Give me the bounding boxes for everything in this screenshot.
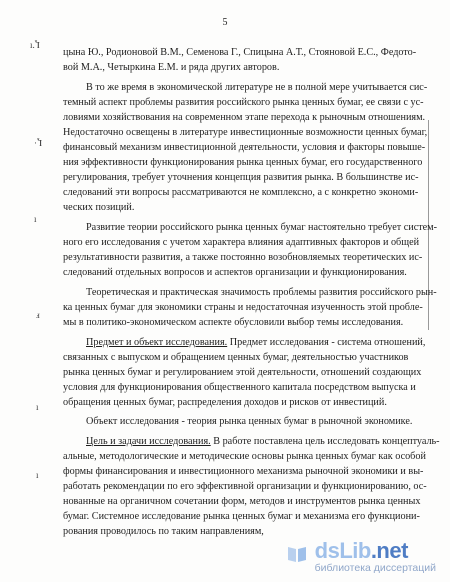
text-line: рования проводилось по таким направлениям, [63,526,264,537]
margin-mark: ı [36,470,39,480]
margin-mark: ı.Ⴈ [30,40,40,50]
text-line: ловиями хозяйствования на современном этапе перехода к рыночным отношениям. [63,112,426,123]
watermark-subtitle: библиотека диссертаций [314,562,436,574]
text-line: темный аспект проблемы развития российского рынка ценных бумаг, ее связи с ус- [63,97,424,108]
text-line: Развитие теории российского рынка ценных бумаг настоятельно требует систем- [86,222,438,233]
text-line: альные, методологические и методические основы рынка ценных бумаг как особой [63,451,426,462]
text-line: рынка ценных бумаг и регулированием этой деятельности, отношений создающих [63,367,422,378]
text-line: Объект исследования - теория рынка ценных бумаг в рыночной экономике. [86,416,413,427]
text-line: следований отдельных вопросов и аспектов организации и функционирования. [63,267,407,278]
book-icon [285,542,309,566]
text-line: мы в политико-экономическом аспекте обусловили выбор темы исследования. [63,317,404,328]
text-line: следований эти вопросы рассматриваются не комплексно, а с конкретно экономи- [63,187,419,198]
text-line: Теоретическая и практическая значимость проблемы развития российского рын- [86,287,437,298]
text-line: В то же время в экономической литературе не в полной мере учитывается сис- [86,82,428,93]
text-line: связанных с выпуском и обращением ценных бумаг, деятельностью участников [63,352,409,363]
text-line: ного его исследования с учетом характера влияния адаптивных факторов и общей [63,237,420,248]
text-line: ка ценных бумаг для экономики страны и недостаточная изученность этой пробле- [63,302,423,313]
dslib-watermark[interactable] [315,540,436,574]
text-line: работать рекомендации по его эффективной организации и функционированию, ос- [63,481,427,492]
margin-mark: ı [36,402,39,412]
text-line: финансовый механизм инвестиционной деятельности, условия и факторы повыше- [63,142,426,153]
text-line: Предмет и объект исследования. Предмет исследования - система отношений, [86,337,426,348]
margin-mark: ·Ⴈ [34,138,43,148]
section-heading-subject: Предмет и объект исследования. [86,337,228,348]
text-line: цына Ю., Родионовой В.М., Семенова Г., Спицына А.Т., Стояновой Е.С., Федото- [63,47,417,58]
margin-mark: ⅎ [36,310,40,320]
margin-mark: ı [34,214,37,224]
text-line: ческих позиций. [63,202,135,213]
text-line: Недостаточно освещены в литературе инвестиционные возможности ценных бумаг, [63,127,428,138]
text-line: формы финансирования и инвестиционного механизма рыночной экономики и вы- [63,466,424,477]
text-line: Цель и задачи исследования. В работе поставлена цель исследовать концептуаль- [86,436,440,447]
text-line: результативности развития, а также постоянно возобновляемых теоретических ис- [63,252,423,263]
text-line: ния эффективности функционирования рынка ценных бумаг, его государственного [63,157,423,168]
text-line: условия для функционирования общественного капитала посредством выпуска и [63,382,416,393]
page-number: 5 [222,17,228,28]
text-line: вой М.А., Четыркина Е.М. и ряда других авторов. [63,62,280,73]
watermark-logo: dsLib.net [314,538,408,563]
text-line: регулирования, требует уточнения концепция развития рынка. В большинстве ис- [63,172,419,183]
text-line: бумаг. Системное исследование рынка ценных бумаг и механизма его функциони- [63,511,420,522]
text-line: нованные на органичном сочетании форм, методов и инструментов рынка ценных [63,496,421,507]
section-heading-goals: Цель и задачи исследования. [86,436,211,447]
text-line: обращения ценных бумаг, распределения доходов и рисков от инвестиций. [63,397,387,408]
